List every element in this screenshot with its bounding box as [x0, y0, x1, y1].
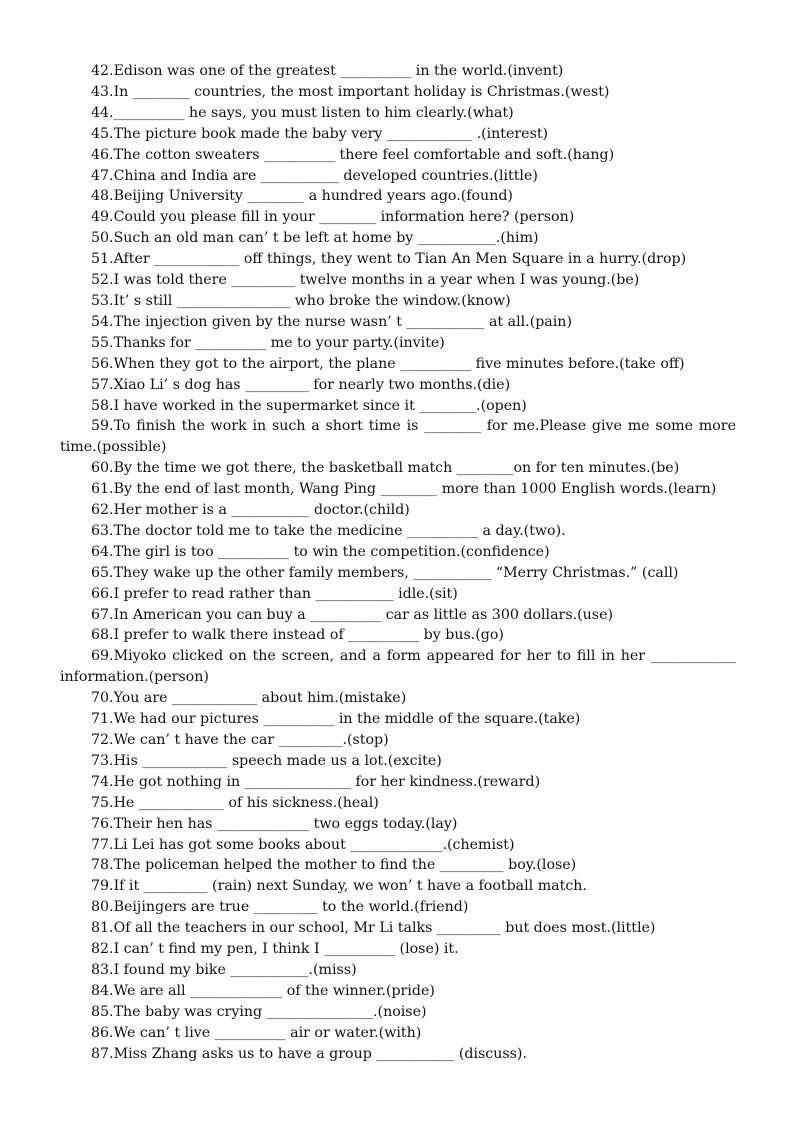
exercise-item: 83.I found my bike ___________.(miss) — [91, 961, 357, 978]
exercise-item: 66.I prefer to read rather than ___________ idle.(sit) — [91, 585, 458, 602]
exercise-item: 49.Could you please fill in your ________ information here? (person) — [91, 209, 575, 226]
exercise-list — [60, 61, 736, 1065]
exercise-item: 47.China and India are ___________ developed countries.(little) — [91, 167, 538, 184]
exercise-item: 70.You are ____________ about him.(mistake) — [91, 690, 407, 707]
exercise-item: 50.Such an old man can’ t be left at home by ___________.(him) — [91, 230, 539, 247]
exercise-item: 68.I prefer to walk there instead of __________ by bus.(go) — [91, 627, 504, 644]
exercise-item: 64.The girl is too __________ to win the competition.(confidence) — [91, 543, 550, 560]
exercise-item: 62.Her mother is a ___________ doctor.(child) — [91, 502, 410, 519]
exercise-item: 56.When they got to the airport, the plane __________ five minutes before.(take off) — [91, 355, 685, 372]
exercise-item: 57.Xiao Li’ s dog has _________ for nearly two months.(die) — [91, 376, 511, 393]
exercise-item: 63.The doctor told me to take the medicine __________ a day.(two). — [91, 522, 566, 539]
exercise-item: 76.Their hen has _____________ two eggs today.(lay) — [91, 815, 458, 832]
exercise-item: 58.I have worked in the supermarket since it ________.(open) — [91, 397, 527, 414]
exercise-item: 48.Beijing University ________ a hundred years ago.(found) — [91, 188, 513, 205]
exercise-item: 45.The picture book made the baby very ____________ .(interest) — [91, 125, 549, 142]
exercise-item: 42.Edison was one of the greatest __________ in the world.(invent) — [91, 63, 564, 79]
exercise-item: 43.In ________ countries, the most important holiday is Christmas.(west) — [91, 83, 610, 100]
exercise-item: 80.Beijingers are true _________ to the world.(friend) — [91, 899, 469, 916]
exercise-item: 86.We can’ t live __________ air or water.(with) — [91, 1024, 422, 1041]
exercise-item: 65.They wake up the other family members, ___________ “Merry Christmas.” (call) — [91, 564, 679, 581]
exercise-item: 53.It’ s still ________________ who broke the window.(know) — [91, 292, 511, 309]
exercise-item: 81.Of all the teachers in our school, Mr Li talks _________ but does most.(little) — [91, 920, 656, 937]
exercise-item: 78.The policeman helped the mother to find the _________ boy.(lose) — [91, 857, 577, 874]
exercise-item: 44.__________ he says, you must listen to him clearly.(what) — [91, 104, 514, 121]
exercise-item: 69.Miyoko clicked on the screen, and a form appeared for her to fill in her ____________ information.(person) — [60, 648, 736, 686]
exercise-item: 77.Li Lei has got some books about _____________.(chemist) — [91, 836, 515, 853]
exercise-item: 75.He ____________ of his sickness.(heal) — [91, 794, 379, 811]
exercise-item: 87.Miss Zhang asks us to have a group ___________ (discuss). — [91, 1045, 527, 1062]
exercise-item: 74.He got nothing in _______________ for her kindness.(reward) — [91, 773, 541, 790]
exercise-item: 67.In American you can buy a __________ car as little as 300 dollars.(use) — [91, 606, 614, 623]
exercise-item: 60.By the time we got there, the basketball match ________on for ten minutes.(be) — [91, 460, 680, 477]
exercise-item: 46.The cotton sweaters __________ there feel comfortable and soft.(hang) — [91, 146, 615, 163]
exercise-item: 79.If it _________ (rain) next Sunday, we won’ t have a football match. — [91, 878, 587, 895]
exercise-item: 84.We are all _____________ of the winner.(pride) — [91, 982, 435, 999]
exercise-item: 85.The baby was crying _______________.(noise) — [91, 1003, 427, 1020]
exercise-item: 52.I was told there _________ twelve months in a year when I was young.(be) — [91, 272, 640, 289]
exercise-item: 72.We can’ t have the car _________.(stop) — [91, 732, 389, 748]
exercise-item: 59.To finish the work in such a short time is ________ for me.Please give me some more time.(possible) — [60, 418, 736, 456]
exercise-item: 61.By the end of last month, Wang Ping ________ more than 1000 English words.(learn) — [91, 481, 717, 498]
exercise-item: 82.I can’ t find my pen, I think I __________ (lose) it. — [91, 941, 459, 958]
exercise-item: 71.We had our pictures __________ in the middle of the square.(take) — [91, 711, 581, 728]
exercise-item: 51.After ____________ off things, they went to Tian An Men Square in a hurry.(drop) — [91, 251, 687, 268]
exercise-item: 73.His ____________ speech made us a lot.(excite) — [91, 752, 442, 769]
exercise-item: 55.Thanks for __________ me to your party.(invite) — [91, 334, 445, 351]
exercise-item: 54.The injection given by the nurse wasn’ t ___________ at all.(pain) — [91, 313, 572, 330]
